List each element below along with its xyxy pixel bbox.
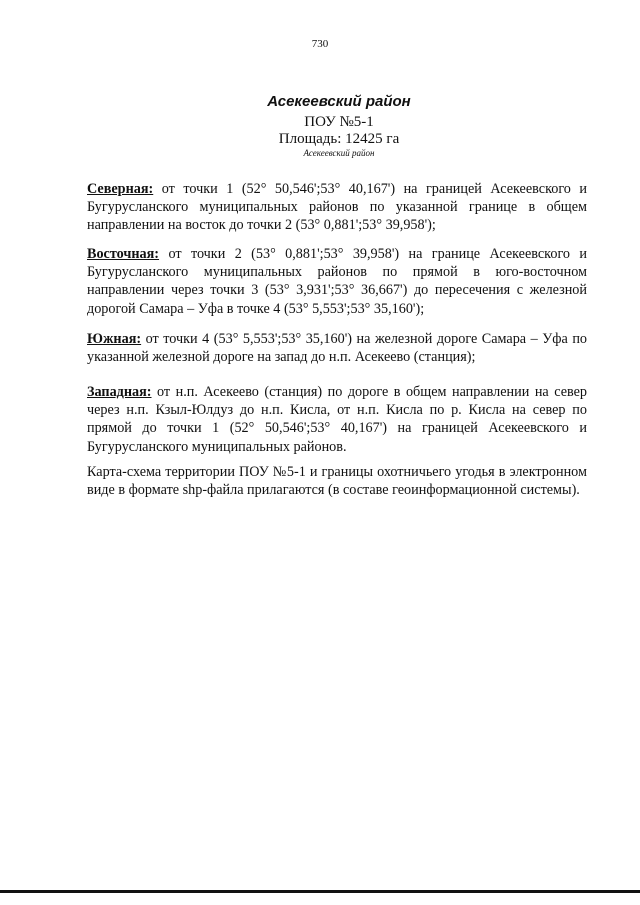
west-border-heading: Западная: xyxy=(87,384,152,400)
east-border-text: от точки 2 (53° 0,881';53° 39,958') на границе Асекеевского и Бугурусланского муниципальных районов по прямой в юго-восточном направлении через точки 3 (53° 3,931';53° 36,667') до пересечения с железной дорогой Самара – Уфа в точке 4 (53° 5,553';53° 35,160'); xyxy=(87,246,587,317)
north-border-text: от точки 1 (52° 50,546';53° 40,167') на границей Асекеевского и Бугурусланского муниципальных районов по указанной границе в общем направлении на восток до точки 2 (53° 0,881';53° 39,958'); xyxy=(87,181,587,234)
east-border-paragraph xyxy=(87,245,587,318)
west-border-paragraph xyxy=(87,383,587,456)
document-header xyxy=(0,93,640,159)
south-border-paragraph xyxy=(87,330,587,366)
bottom-divider xyxy=(0,890,640,893)
district-title: Асекеевский район xyxy=(267,93,411,110)
west-border-text: от н.п. Асекеево (станция) по дороге в общем направлении на север через н.п. Кзыл-Юлдуз до н.п. Кисла, от н.п. Кисла по р. Кисла на север по прямой до точки 1 (52° 50,546';53° 40,167') на границей Асекеевского и Бугурусланского муниципальных районов. xyxy=(87,384,587,455)
map-note-paragraph: Карта-схема территории ПОУ №5-1 и границы охотничьего угодья в электронном виде в формате shp-файла прилагаются (в составе геоинформационной системы). xyxy=(87,464,587,499)
north-border-paragraph xyxy=(87,180,587,235)
page-number: 730 xyxy=(311,38,329,50)
north-border-heading: Северная: xyxy=(87,181,154,197)
south-border-heading: Южная: xyxy=(87,331,142,347)
pou-title: ПОУ №5-1 xyxy=(304,114,374,130)
district-subtitle: Асекеевский район xyxy=(303,148,375,158)
east-border-heading: Восточная: xyxy=(87,246,160,262)
area-line: Площадь: 12425 га xyxy=(278,131,400,147)
south-border-text: от точки 4 (53° 5,553';53° 35,160') на железной дороге Самара – Уфа по указанной железной дороге на запад до н.п. Асекеево (станция); xyxy=(87,331,587,366)
